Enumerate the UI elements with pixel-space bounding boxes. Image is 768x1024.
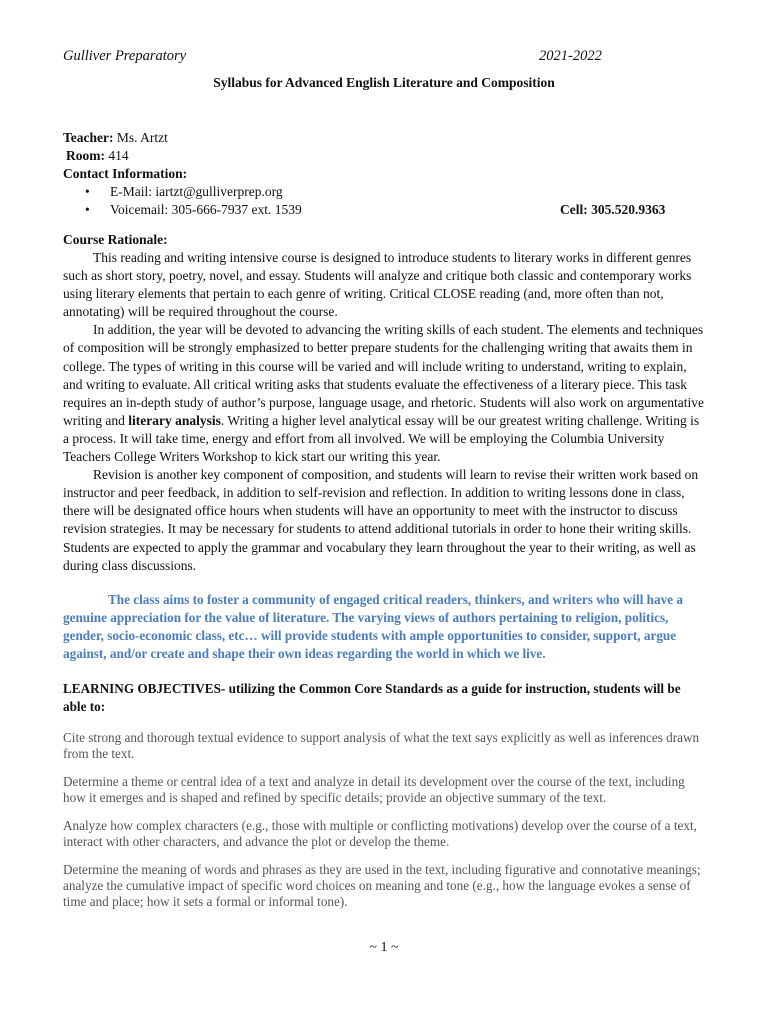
rationale-paragraph-2 [63,321,704,466]
learning-objectives-heading: LEARNING OBJECTIVES- utilizing the Common Core Standards as a guide for instruction, students will be able to: [63,681,681,714]
document-title: Syllabus for Advanced English Literature and Composition [213,75,555,90]
objective-item: Determine the meaning of words and phrases as they are used in the text, including figurative and connotative meanings; analyze the cumulative impact of specific word choices on meaning and tone (e.g., how the language evokes a sense of time and place; how it sets a formal or informal tone). [63,862,701,909]
page-number: ~ 1 ~ [369,940,399,955]
rationale-heading: Course Rationale: [63,232,168,247]
contact-heading [63,165,703,183]
class-aim [63,591,704,663]
email-item [63,183,703,201]
rationale-paragraph-3: Revision is another key component of composition, and students will learn to revise their written work based on instructor and peer feedback, in addition to self-revision and reflection. In addition to writing lessons done in class, there will be designated office hours when students will have an opportunity to meet with the instructor to discuss revision strategies. It may be necessary for students to attend additional tutorials in order to hone their writing skills. Students are expected to apply the grammar and vocabulary they learn throughout the year to their writing, as well as during class discussions. [63,467,699,573]
objective-item: Determine a theme or central idea of a text and analyze in detail its development over the course of the text, including how it emerges and is shaped and refined by specific details; provide an objective summary of the text. [63,774,685,805]
bullet-icon: • [85,184,90,199]
voicemail-item [63,201,703,219]
rationale-paragraph-1: This reading and writing intensive course is designed to introduce students to literary works in different genres such as short story, poetry, novel, and essay. Students will analyze and critique both classic and contemporary works using literary elements that pertain to each genre of writing. Critical CLOSE reading (and, more often than not, annotating) will be required throughout the course. [63,250,692,320]
cell-number: Cell: 305.520.9363 [560,202,666,217]
room-number: 414 [105,148,129,163]
email-text: E-Mail: iartzt@gulliverprep.org [110,184,283,199]
teacher-row [63,129,703,147]
room-label: Room: [66,148,105,163]
school-name: Gulliver Preparatory [63,48,187,64]
rationale-body [63,249,704,575]
school-year: 2021-2022 [539,48,602,64]
teacher-name: Ms. Artzt [113,130,168,145]
objective-item: Cite strong and thorough textual evidence to support analysis of what the text says explicitly as well as inferences drawn from the text. [63,730,700,761]
class-aim-text: The class aims to foster a community of engaged critical readers, thinkers, and writers who will have a genuine appreciation for the value of literature. The varying views of authors pertaining to religion, politics, gender, socio-economic class, etc… will provide students with ample opportunities to consider, support, argue against, and/or create and shape their own ideas regarding the world in which we live. [63,592,683,662]
rationale-p2-bold: literary analysis [128,412,221,428]
contact-label: Contact Information: [63,166,188,181]
voicemail-text: Voicemail: 305-666-7937 ext. 1539 [110,202,302,217]
objective-item: Analyze how complex characters (e.g., those with multiple or conflicting motivations) develop over the course of a text, interact with other characters, and advance the plot or develop the theme. [63,818,697,849]
bullet-icon: • [85,202,90,217]
teacher-info [63,129,703,219]
room-row [63,147,703,165]
rationale-p2-start: In addition, the year will be devoted to advancing the writing skills of each student. The elements and techniques of composition will be strongly emphasized to better prepare students for the challenging writing that awaits them in college. The types of writing in this course will be varied and will include writing to understand, writing to explain, and writing to evaluate. All critical writing asks that students evaluate the effectiveness of a literary piece. This task requires an in-depth study of author’s purpose, language usage, and rhetoric. Students will also work on argumentative writing and [63,322,704,428]
teacher-label: Teacher: [63,130,114,145]
rationale-p2-end: . Writing a higher level analytical essay will be our greatest writing challenge. Writing is a process. It will take time, energy and effort from all involved. We will be employing the Columbia University Teachers College Writers Workshop to kick start our writing this year. [63,412,700,465]
